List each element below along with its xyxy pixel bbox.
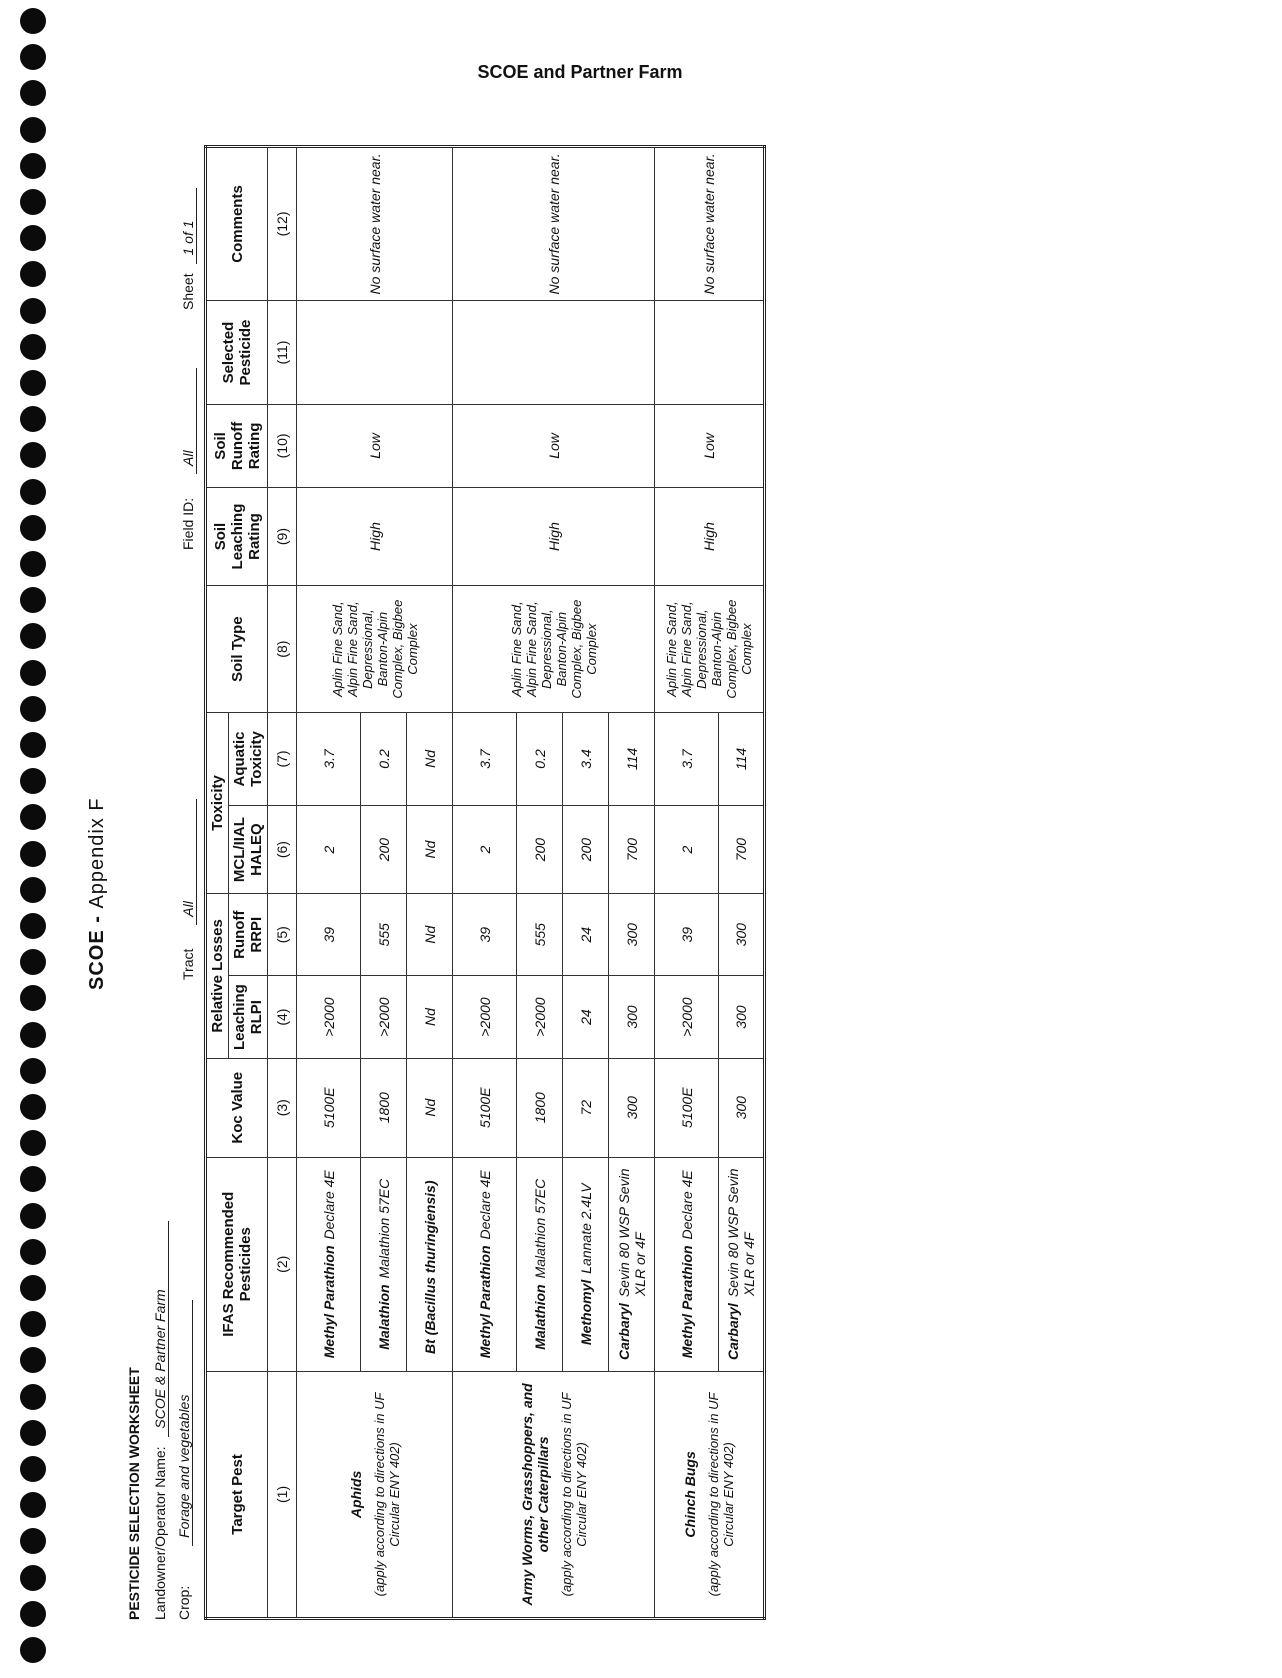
binding-hole: [20, 334, 46, 360]
soil-leaching-cell: High: [655, 487, 765, 586]
binding-hole: [20, 1384, 46, 1410]
rotated-worksheet: [86, 130, 966, 1630]
binding-hole: [20, 1130, 46, 1156]
target-pest-cell: [655, 1371, 765, 1618]
binding-hole: [20, 1094, 46, 1120]
pesticide-product: Malathion 57EC: [375, 1178, 392, 1279]
binding-hole: [20, 370, 46, 396]
soil-type-cell: Aplin Fine Sand, Alpin Fine Sand, Depressional, Banton-Alpin Complex, Bigbee Complex: [655, 586, 765, 712]
pesticide-name: Carbaryl: [615, 1303, 632, 1360]
pesticide-table: [204, 145, 766, 1620]
pesticide-name: Methyl Parathion: [320, 1245, 337, 1359]
aquatic-value: 3.7: [453, 712, 517, 805]
header-comments: Comments: [206, 147, 268, 301]
rlpi-value: 300: [719, 976, 765, 1058]
binding-hole: [20, 442, 46, 468]
binding-hole: [20, 732, 46, 758]
koc-value: 5100E: [297, 1058, 361, 1157]
header-selected: Selected Pesticide: [206, 300, 268, 404]
rrpi-value: 300: [719, 894, 765, 976]
koc-value: 1800: [517, 1058, 563, 1157]
pesticide-product: Declare 4E: [320, 1170, 337, 1240]
column-numbers-row: (1) (2) (3) (4) (5) (6) (7) (8) (9) (10) (11) (12): [268, 147, 297, 1619]
soil-leaching-cell: High: [453, 487, 655, 586]
rlpi-value: >2000: [453, 976, 517, 1058]
pesticide-name: Methomyl: [577, 1279, 594, 1346]
selected-pesticide-cell: [453, 300, 655, 404]
mcl-value: 200: [517, 806, 563, 894]
header-soil-type: Soil Type: [206, 586, 268, 712]
header-toxicity: Toxicity: [206, 712, 229, 893]
header-ifas: IFAS Recommended Pesticides: [206, 1157, 268, 1371]
header-leaching: Leaching RLPI: [229, 976, 268, 1058]
binding-hole: [20, 841, 46, 867]
aquatic-value: Nd: [407, 712, 453, 805]
pesticide-cell: [563, 1157, 609, 1371]
pesticide-cell: [407, 1157, 453, 1371]
pesticide-cell: [719, 1157, 765, 1371]
header-soil-leaching: Soil Leaching Rating: [206, 487, 268, 586]
target-pest-cell: [297, 1371, 453, 1618]
binding-hole: [20, 117, 46, 143]
binding-hole: [20, 1203, 46, 1229]
aquatic-value: 114: [609, 712, 655, 805]
header-relative-losses: Relative Losses: [206, 894, 229, 1059]
binding-hole: [20, 696, 46, 722]
binding-hole: [20, 587, 46, 613]
rrpi-value: Nd: [407, 894, 453, 976]
pesticide-cell: [517, 1157, 563, 1371]
pesticide-cell: [453, 1157, 517, 1371]
mcl-value: 700: [719, 806, 765, 894]
aquatic-value: 3.4: [563, 712, 609, 805]
target-pest-name: Chinch Bugs: [682, 1451, 698, 1538]
mcl-value: 2: [655, 806, 719, 894]
binding-hole: [20, 1492, 46, 1518]
header-target-pest: Target Pest: [206, 1371, 268, 1618]
mcl-value: 200: [361, 806, 407, 894]
binding-hole: [20, 804, 46, 830]
aquatic-value: 0.2: [361, 712, 407, 805]
comments-cell: No surface water near.: [655, 147, 765, 301]
binding-hole: [20, 551, 46, 577]
field-id-field: Field ID: All: [180, 368, 197, 550]
comments-cell: No surface water near.: [297, 147, 453, 301]
rlpi-value: >2000: [361, 976, 407, 1058]
application-note: (apply according to directions in UF Circular ENY 402): [371, 1392, 402, 1597]
pesticide-product: Sevin 80 WSP Sevin XLR or 4F: [615, 1168, 648, 1298]
tract-field: Tract All: [180, 799, 197, 980]
pesticide-name: Malathion: [531, 1284, 548, 1350]
pesticide-name: Bt (Bacillus thuringiensis): [421, 1180, 438, 1354]
binding-hole: [20, 1347, 46, 1373]
binding-hole: [20, 1166, 46, 1192]
binding-hole: [20, 1275, 46, 1301]
worksheet-title: PESTICIDE SELECTION WORKSHEET: [126, 1367, 142, 1620]
binding-hole: [20, 1528, 46, 1554]
table-row: [655, 147, 719, 1619]
mcl-value: 2: [297, 806, 361, 894]
binding-hole: [20, 768, 46, 794]
rrpi-value: 39: [655, 894, 719, 976]
aquatic-value: 3.7: [655, 712, 719, 805]
rlpi-value: 24: [563, 976, 609, 1058]
mcl-value: Nd: [407, 806, 453, 894]
pesticide-product: Declare 4E: [476, 1170, 493, 1240]
rrpi-value: 555: [361, 894, 407, 976]
binding-hole: [20, 225, 46, 251]
pesticide-product: Declare 4E: [678, 1170, 695, 1240]
binding-hole: [20, 1565, 46, 1591]
header-mcl: MCL/IIAL HALEQ: [229, 806, 268, 894]
header-runoff: Runoff RRPI: [229, 894, 268, 976]
rlpi-value: >2000: [655, 976, 719, 1058]
mcl-value: 200: [563, 806, 609, 894]
landowner-field: Landowner/Operator Name: SCOE & Partner Farm: [152, 1221, 169, 1620]
koc-value: 1800: [361, 1058, 407, 1157]
appendix-heading: SCOE - Appendix F: [86, 797, 108, 990]
binding-hole: [20, 261, 46, 287]
crop-field: Crop: Forage and vegetables: [176, 1300, 193, 1620]
binding-hole: [20, 1022, 46, 1048]
mcl-value: 700: [609, 806, 655, 894]
koc-value: 72: [563, 1058, 609, 1157]
header-aquatic: Aquatic Toxicity: [229, 712, 268, 805]
table-row: [453, 147, 517, 1619]
binding-hole: [20, 44, 46, 70]
spiral-binding: [0, 0, 56, 1678]
koc-value: Nd: [407, 1058, 453, 1157]
pesticide-product: Lannate 2.4LV: [577, 1183, 594, 1274]
pesticide-name: Carbaryl: [725, 1303, 741, 1360]
binding-hole: [20, 1420, 46, 1446]
page-title: SCOE and Partner Farm: [477, 62, 683, 82]
target-pest-name: Aphids: [347, 1470, 364, 1519]
koc-value: 5100E: [453, 1058, 517, 1157]
binding-hole: [20, 1311, 46, 1337]
koc-value: 5100E: [655, 1058, 719, 1157]
binding-hole: [20, 189, 46, 215]
table-row: [297, 147, 361, 1619]
table-body: [297, 147, 765, 1619]
binding-hole: [20, 1239, 46, 1265]
koc-value: 300: [609, 1058, 655, 1157]
binding-hole: [20, 515, 46, 541]
binding-hole: [20, 298, 46, 324]
binding-hole: [20, 913, 46, 939]
soil-runoff-cell: Low: [297, 405, 453, 487]
rrpi-value: 39: [453, 894, 517, 976]
pesticide-cell: [655, 1157, 719, 1371]
rrpi-value: 24: [563, 894, 609, 976]
pesticide-cell: [361, 1157, 407, 1371]
aquatic-value: 0.2: [517, 712, 563, 805]
pesticide-cell: [609, 1157, 655, 1371]
rrpi-value: 39: [297, 894, 361, 976]
selected-pesticide-cell: [297, 300, 453, 404]
application-note: (apply according to directions in UF Circular ENY 402): [558, 1392, 589, 1597]
binding-hole: [20, 660, 46, 686]
rrpi-value: 555: [517, 894, 563, 976]
binding-hole: [20, 1058, 46, 1084]
pesticide-cell: [297, 1157, 361, 1371]
pesticide-name: Malathion: [375, 1284, 392, 1350]
rlpi-value: >2000: [297, 976, 361, 1058]
header-koc: Koc Value: [206, 1058, 268, 1157]
binding-hole: [20, 623, 46, 649]
pesticide-product: Sevin 80 WSP Sevin XLR or 4F: [725, 1168, 757, 1298]
binding-hole: [20, 153, 46, 179]
binding-hole: [20, 877, 46, 903]
binding-hole: [20, 1456, 46, 1482]
soil-runoff-cell: Low: [453, 405, 655, 487]
mcl-value: 2: [453, 806, 517, 894]
header-soil-runoff: Soil Runoff Rating: [206, 405, 268, 487]
pesticide-name: Methyl Parathion: [678, 1245, 695, 1359]
target-pest-cell: [453, 1371, 655, 1618]
binding-hole: [20, 1637, 46, 1663]
comments-cell: No surface water near.: [453, 147, 655, 301]
aquatic-value: 114: [719, 712, 765, 805]
binding-hole: [20, 479, 46, 505]
binding-hole: [20, 8, 46, 34]
rlpi-value: Nd: [407, 976, 453, 1058]
target-pest-name: Army Worms, Grasshoppers, and other Caterpillars: [518, 1383, 551, 1606]
binding-hole: [20, 80, 46, 106]
rrpi-value: 300: [609, 894, 655, 976]
koc-value: 300: [719, 1058, 765, 1157]
binding-hole: [20, 985, 46, 1011]
sheet-field: Sheet 1 of 1: [180, 188, 197, 310]
soil-type-cell: Aplin Fine Sand, Alpin Fine Sand, Depressional, Banton-Alpin Complex, Bigbee Complex: [297, 586, 453, 712]
binding-hole: [20, 1601, 46, 1627]
soil-type-cell: Aplin Fine Sand, Alpin Fine Sand, Depressional, Banton-Alpin Complex, Bigbee Complex: [453, 586, 655, 712]
binding-hole: [20, 406, 46, 432]
rlpi-value: >2000: [517, 976, 563, 1058]
soil-runoff-cell: Low: [655, 405, 765, 487]
selected-pesticide-cell: [655, 300, 765, 404]
pesticide-product: Malathion 57EC: [531, 1178, 548, 1279]
aquatic-value: 3.7: [297, 712, 361, 805]
rlpi-value: 300: [609, 976, 655, 1058]
soil-leaching-cell: High: [297, 487, 453, 586]
pesticide-name: Methyl Parathion: [476, 1245, 493, 1359]
binding-hole: [20, 949, 46, 975]
application-note: (apply according to directions in UF Circular ENY 402): [706, 1392, 736, 1597]
